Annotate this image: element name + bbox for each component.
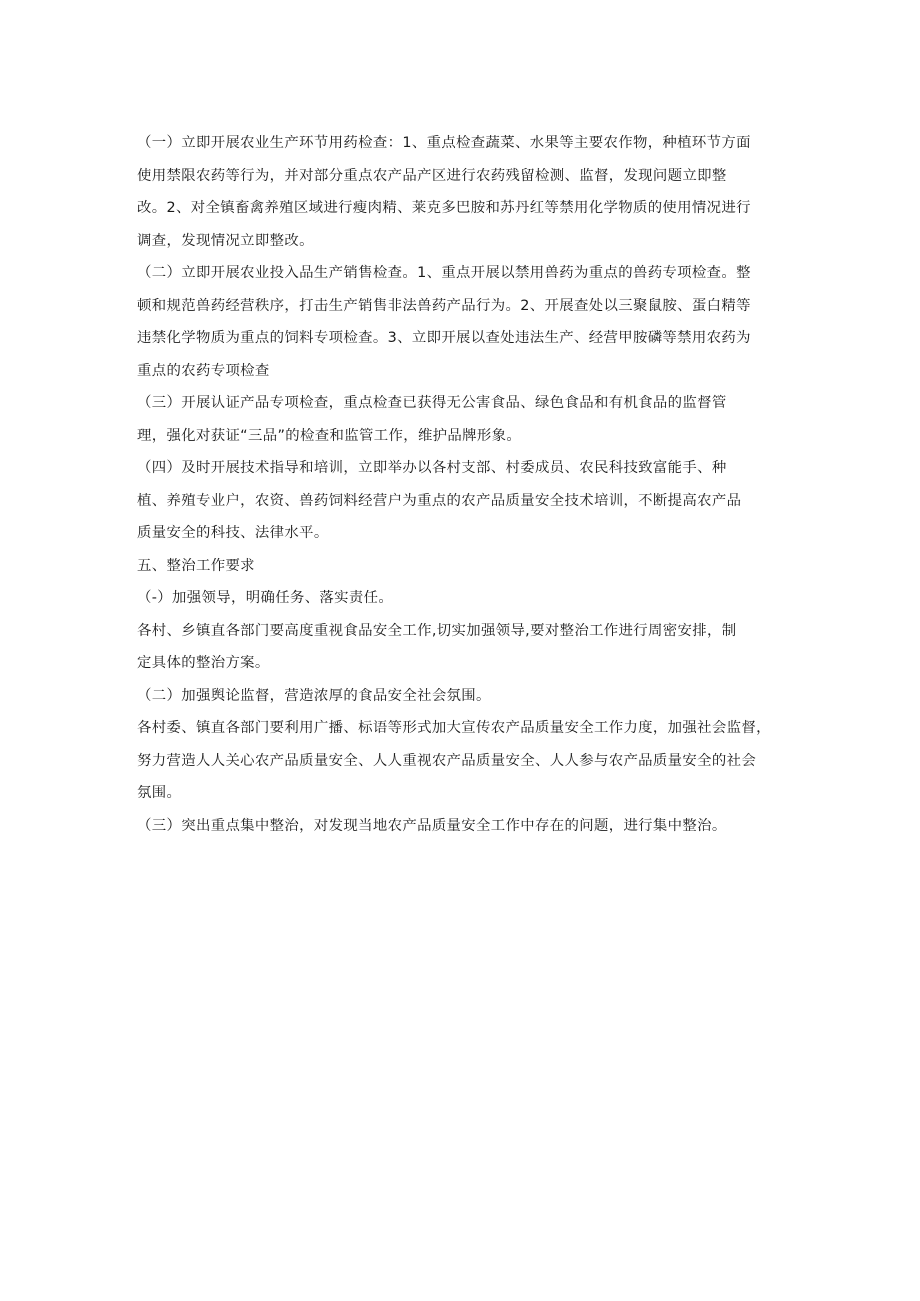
text-line: （二）立即开展农业投入品生产销售检查。1、重点开展以禁用兽药为重点的兽药专项检查。整 [137,265,751,281]
text-line: （四）及时开展技术指导和培训，立即举办以各村支部、村委成员、农民科技致富能手、种 [137,460,727,476]
text-line: （一）立即开展农业生产环节用药检查：1、重点检查蔬菜、水果等主要农作物，种植环节方面 [137,135,751,151]
text-line: 调查，发现情况立即整改。 [137,232,314,249]
text-line: 顿和规范兽药经营秩序，打击生产销售非法兽药产品行为。2、开展查处以三聚鼠胺、蛋白精等 [137,297,751,314]
document-body [137,127,785,842]
text-line: 使用禁限农药等行为，并对部分重点农产品产区进行农药残留检测、监督，发现问题立即整 [137,167,727,184]
text-line: 定具体的整治方案。 [137,655,270,671]
text-line: 违禁化学物质为重点的饲料专项检查。3、立即开展以查处违法生产、经营甲胺磷等禁用农药为 [137,330,751,346]
text-line: （三）开展认证产品专项检查，重点检查已获得无公害食品、绿色食品和有机食品的监督管 [137,395,727,411]
text-line: 质量安全的科技、法律水平。 [137,525,329,541]
text-line: 各村委、镇直各部门要利用广播、标语等形式加大宣传农产品质量安全工作力度，加强社会监督， [137,720,771,736]
text-line: 各村、乡镇直各部门要高度重视食品安全工作,切实加强领导,要对整治工作进行周密安排，制 [137,622,737,639]
text-line: （三）突出重点集中整治，对发现当地农产品质量安全工作中存在的问题，进行集中整治。 [137,817,727,834]
text-line: 改。2、对全镇畜禽养殖区域进行瘦肉精、莱克多巴胺和苏丹红等禁用化学物质的使用情况进行 [137,200,751,216]
text-line: （二）加强舆论监督，营造浓厚的食品安全社会氛围。 [137,687,491,704]
text-line: 重点的农药专项检查 [137,362,270,379]
text-line: 氛围。 [137,785,182,801]
text-line: （-）加强领导，明确任务、落实责任。 [137,590,394,606]
text-line: 理，强化对获证“三品”的检查和监管工作，维护品牌形象。 [137,427,522,444]
text-line: 努力营造人人关心农产品质量安全、人人重视农产品质量安全、人人参与农产品质量安全的社会 [137,752,757,769]
section-heading: 五、整治工作要求 [137,557,255,574]
text-line: 植、养殖专业户，农资、兽药饲料经营户为重点的农产品质量安全技术培训，不断提高农产品 [137,492,742,509]
